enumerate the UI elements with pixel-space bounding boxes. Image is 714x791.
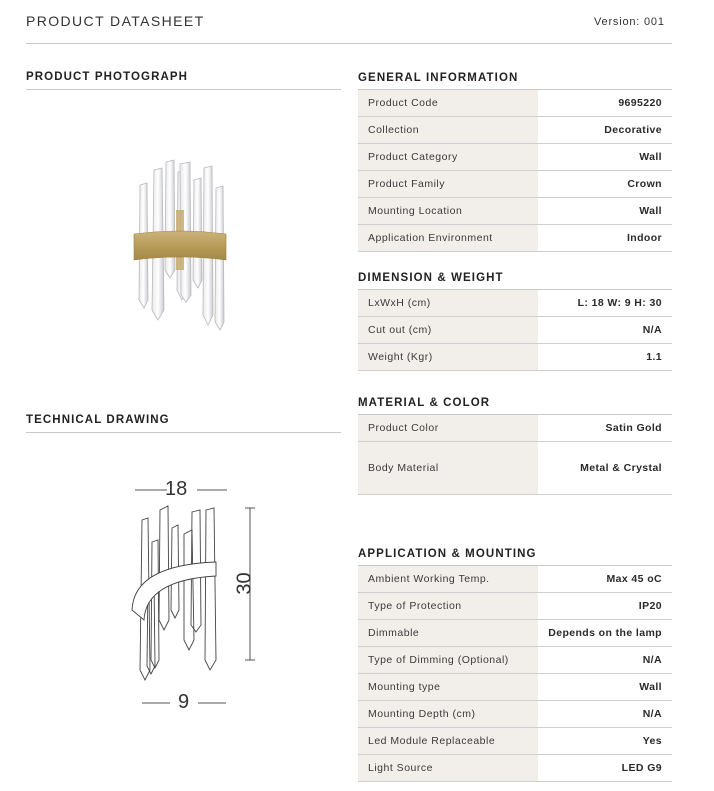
spec-label: Led Module Replaceable	[358, 728, 538, 754]
material-section-title: MATERIAL & COLOR	[358, 397, 491, 409]
spec-label: Mounting Location	[358, 198, 538, 224]
spec-label: Mounting type	[358, 674, 538, 700]
spec-row-weight	[358, 344, 672, 371]
spec-value: IP20	[638, 600, 662, 612]
drawing-width-label: 18	[165, 478, 188, 500]
photo-divider	[26, 89, 341, 90]
spec-label: Body Material	[358, 442, 538, 494]
spec-value: LED G9	[621, 762, 662, 774]
spec-value: Max 45 oC	[606, 573, 662, 585]
dimension-section-title: DIMENSION & WEIGHT	[358, 272, 504, 284]
page-title: PRODUCT DATASHEET	[26, 13, 205, 29]
spec-value: Indoor	[626, 232, 662, 244]
spec-row-product-color	[358, 415, 672, 442]
drawing-section-title: TECHNICAL DRAWING	[26, 414, 170, 426]
spec-row-product-family	[358, 171, 672, 198]
spec-row-dimming-type	[358, 647, 672, 674]
spec-label: LxWxH (cm)	[358, 290, 538, 316]
spec-label: Dimmable	[358, 620, 538, 646]
spec-row-mounting-type	[358, 674, 672, 701]
spec-label: Collection	[358, 117, 538, 143]
product-photograph	[120, 150, 240, 340]
spec-value: Wall	[639, 151, 662, 163]
spec-row-dimmable	[358, 620, 672, 647]
spec-row-protection	[358, 593, 672, 620]
technical-drawing	[120, 470, 280, 720]
spec-label: Type of Protection	[358, 593, 538, 619]
spec-value: N/A	[642, 708, 662, 720]
drawing-divider	[26, 432, 341, 433]
spec-value: Metal & Crystal	[580, 462, 662, 474]
spec-row-body-material	[358, 442, 672, 495]
spec-row-cut-out	[358, 317, 672, 344]
spec-label: Product Category	[358, 144, 538, 170]
spec-value: Satin Gold	[605, 422, 662, 434]
spec-label: Type of Dimming (Optional)	[358, 647, 538, 673]
spec-row-product-category	[358, 144, 672, 171]
spec-label: Product Code	[358, 90, 538, 116]
spec-value: L: 18 W: 9 H: 30	[577, 297, 662, 309]
spec-label: Product Family	[358, 171, 538, 197]
spec-row-product-code	[358, 90, 672, 117]
spec-label: Light Source	[358, 755, 538, 781]
application-section-title: APPLICATION & MOUNTING	[358, 548, 537, 560]
spec-label: Weight (Kgr)	[358, 344, 538, 370]
general-section-title: GENERAL INFORMATION	[358, 72, 519, 84]
header-divider	[26, 43, 672, 44]
spec-row-collection	[358, 117, 672, 144]
spec-value: Decorative	[604, 124, 662, 136]
spec-label: Ambient Working Temp.	[358, 566, 538, 592]
spec-label: Mounting Depth (cm)	[358, 701, 538, 727]
spec-row-application-environment	[358, 225, 672, 252]
spec-label: Cut out (cm)	[358, 317, 538, 343]
spec-value: 1.1	[646, 351, 662, 363]
photo-section-title: PRODUCT PHOTOGRAPH	[26, 71, 189, 83]
spec-label: Product Color	[358, 415, 538, 441]
spec-value: N/A	[642, 324, 662, 336]
drawing-depth-label: 9	[178, 691, 190, 713]
spec-value: Crown	[627, 178, 662, 190]
spec-value: N/A	[642, 654, 662, 666]
spec-row-ambient-temp	[358, 566, 672, 593]
spec-value: Depends on the lamp	[548, 627, 662, 639]
drawing-height-label: 30	[233, 572, 256, 595]
spec-value: Wall	[639, 205, 662, 217]
spec-value: Wall	[639, 681, 662, 693]
spec-row-led-replaceable	[358, 728, 672, 755]
spec-row-mounting-location	[358, 198, 672, 225]
spec-label: Application Environment	[358, 225, 538, 251]
spec-row-mounting-depth	[358, 701, 672, 728]
spec-value: 9695220	[618, 97, 662, 109]
version-label: Version: 001	[594, 16, 665, 28]
spec-row-light-source	[358, 755, 672, 782]
spec-row-dimensions	[358, 290, 672, 317]
spec-value: Yes	[642, 735, 662, 747]
